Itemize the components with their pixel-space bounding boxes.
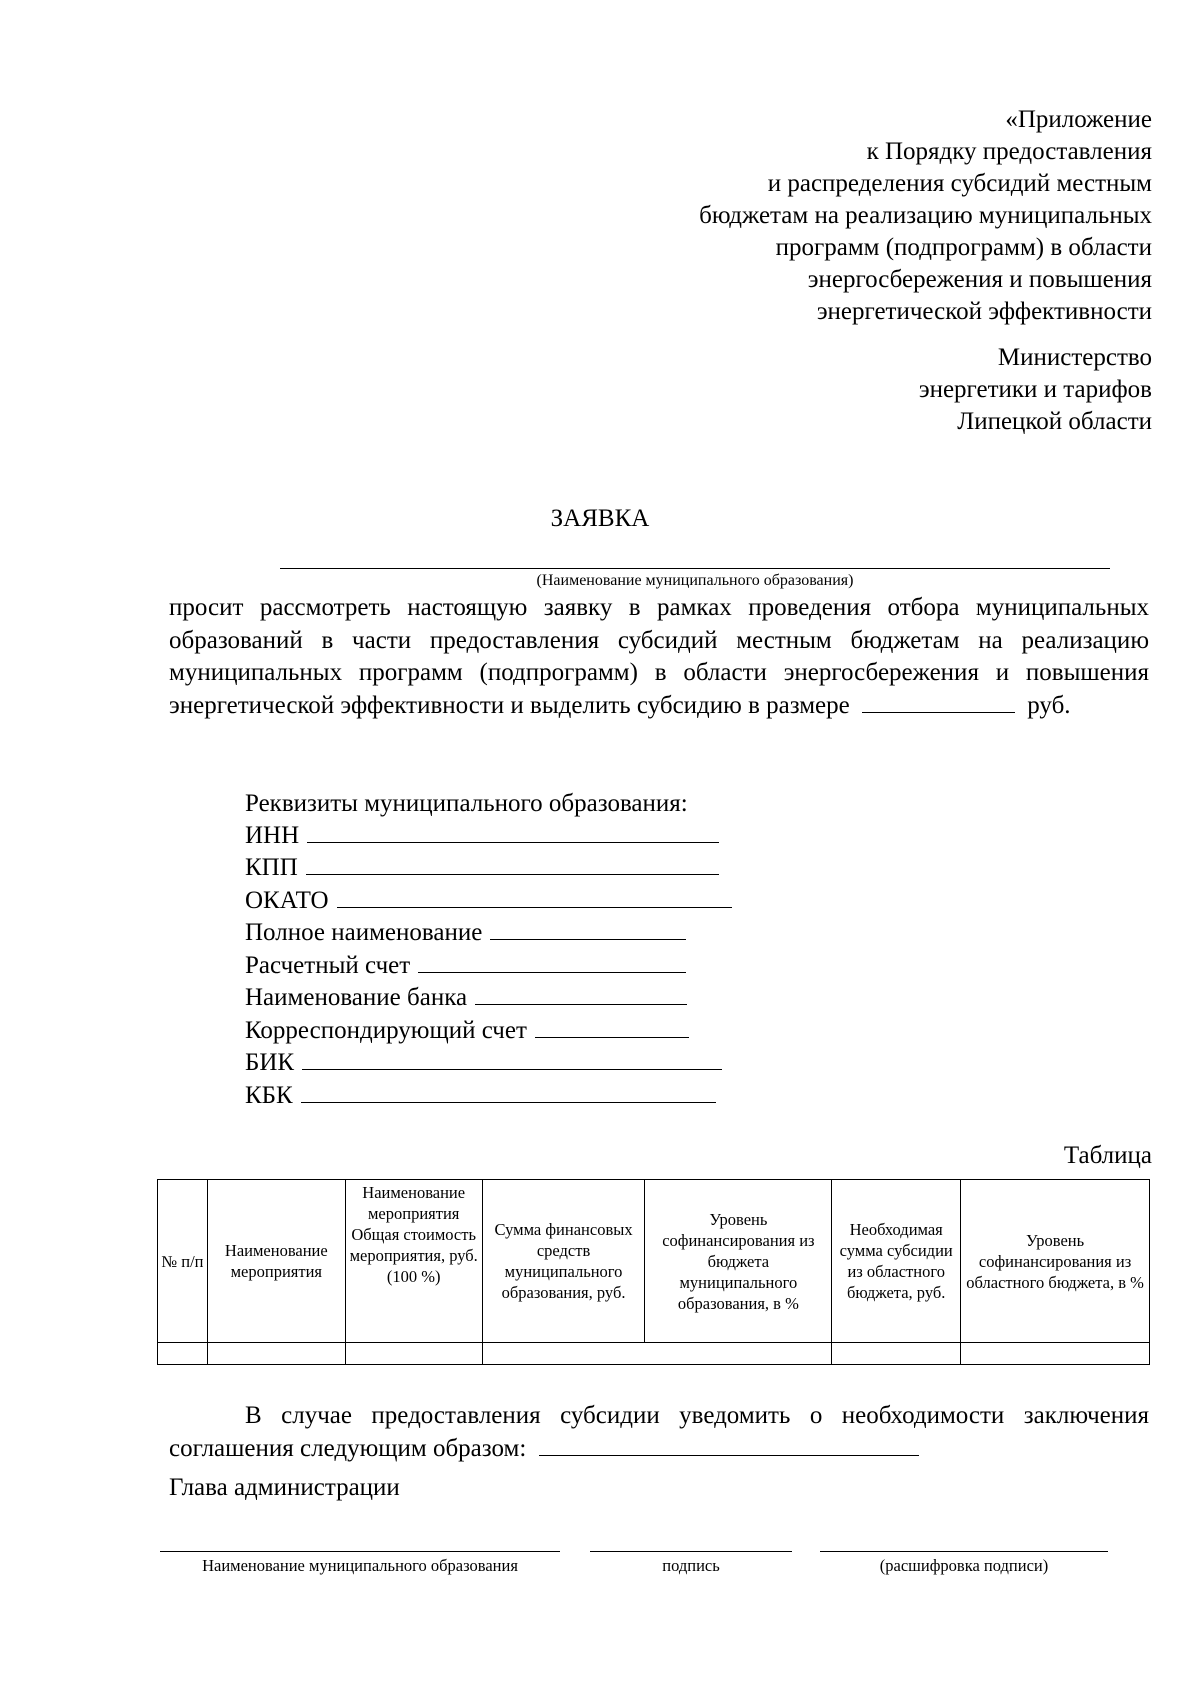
appendix-line: и распределения субсидий местным: [767, 170, 1152, 197]
kbk-field[interactable]: [301, 1080, 716, 1103]
header-cell: Наименование мероприятия Общая стоимость мероприятия, руб. (100 %): [345, 1180, 482, 1343]
requisite-label: ИНН: [245, 822, 300, 849]
appendix-block: [699, 104, 1152, 328]
addressee-line: энергетики и тарифов: [918, 376, 1152, 403]
municipality-caption: (Наименование муниципального образования): [536, 572, 854, 589]
header-cell: Необходимая сумма субсидии из областного бюджета, руб.: [832, 1180, 961, 1343]
kpp-field[interactable]: [306, 852, 719, 875]
appendix-line: программ (подпрограмм) в области: [775, 234, 1152, 261]
subsidy-amount-field[interactable]: [862, 690, 1015, 713]
table-caption: Таблица: [1063, 1142, 1152, 1169]
municipality-signature-caption: Наименование муниципального образования: [202, 1556, 518, 1575]
settlement-account-field[interactable]: [418, 950, 686, 973]
requisite-inn: [245, 820, 719, 853]
table-cell[interactable]: [961, 1343, 1150, 1365]
requisites-heading: Реквизиты муниципального образования:: [245, 790, 688, 817]
requisite-kbk: [245, 1080, 716, 1113]
requisite-label: Расчетный счет: [245, 952, 411, 979]
full-name-field[interactable]: [490, 917, 686, 940]
appendix-line: энергосбережения и повышения: [807, 266, 1152, 293]
decoding-caption: (расшифровка подписи): [879, 1556, 1049, 1575]
okato-field[interactable]: [337, 885, 732, 908]
notice-paragraph: [169, 1400, 1149, 1465]
correspondent-account-field[interactable]: [535, 1015, 689, 1038]
notice-method-field[interactable]: [539, 1433, 919, 1456]
requisite-label: БИК: [245, 1049, 295, 1076]
municipality-name-line[interactable]: [280, 568, 1110, 569]
header-cell: Уровень софинансирования из областного бюджета, в %: [961, 1180, 1150, 1343]
table-cell[interactable]: [207, 1343, 345, 1365]
requisite-kpp: [245, 852, 719, 885]
requisite-label: КПП: [245, 854, 298, 881]
requisite-okato: [245, 885, 732, 918]
header-cell: Сумма финансовых средств муниципального образования, руб.: [482, 1180, 645, 1343]
header-cell: № п/п: [158, 1180, 208, 1343]
table-header-row: [158, 1180, 1150, 1343]
request-paragraph: [169, 592, 1149, 722]
bank-name-field[interactable]: [475, 982, 687, 1005]
notice-text: В случае предоставления субсидии уведомить о необходимости заключения соглашения следующим образом:: [169, 1402, 1149, 1462]
appendix-line: «Приложение: [1005, 106, 1152, 133]
requisite-bank-name: [245, 982, 687, 1015]
municipality-signature-line[interactable]: [160, 1551, 560, 1552]
subsidy-table: [157, 1179, 1150, 1365]
appendix-line: энергетической эффективности: [816, 298, 1152, 325]
table-cell[interactable]: [482, 1343, 832, 1365]
table-cell[interactable]: [832, 1343, 961, 1365]
table-row: [158, 1343, 1150, 1365]
bik-field[interactable]: [302, 1047, 722, 1070]
currency-label: руб.: [1027, 691, 1071, 719]
addressee-line: Министерство: [997, 344, 1152, 371]
request-text: просит рассмотреть настоящую заявку в рамках проведения отбора муниципальных образований в части предоставления субсидий местным бюджетам на реализацию муниципальных программ (подпрограмм) в области энергосбережения и повышения энергетической эффективности и выделить субсидию в размере: [169, 594, 1149, 719]
inn-field[interactable]: [307, 820, 719, 843]
signature-line[interactable]: [590, 1551, 792, 1552]
requisite-label: ОКАТО: [245, 887, 329, 914]
table-cell[interactable]: [345, 1343, 482, 1365]
appendix-line: бюджетам на реализацию муниципальных: [699, 202, 1152, 229]
header-cell: Уровень софинансирования из бюджета муниципального образования, в %: [645, 1180, 832, 1343]
addressee-block: [919, 342, 1152, 438]
requisite-settlement-account: [245, 950, 686, 983]
requisite-label: Корреспондирующий счет: [245, 1017, 527, 1044]
requisite-label: Полное наименование: [245, 919, 483, 946]
decoding-signature-line[interactable]: [820, 1551, 1108, 1552]
requisite-bik: [245, 1047, 722, 1080]
header-cell: Наименование мероприятия: [207, 1180, 345, 1343]
requisite-label: Наименование банка: [245, 984, 468, 1011]
document-title: ЗАЯВКА: [550, 505, 650, 532]
requisite-full-name: [245, 917, 686, 950]
requisite-label: КБК: [245, 1082, 293, 1109]
table-cell[interactable]: [158, 1343, 208, 1365]
head-title: Глава администрации: [169, 1474, 400, 1501]
appendix-line: к Порядку предоставления: [866, 138, 1152, 165]
addressee-line: Липецкой области: [957, 408, 1152, 435]
signature-caption: подпись: [662, 1556, 720, 1575]
requisite-correspondent-account: [245, 1015, 689, 1048]
